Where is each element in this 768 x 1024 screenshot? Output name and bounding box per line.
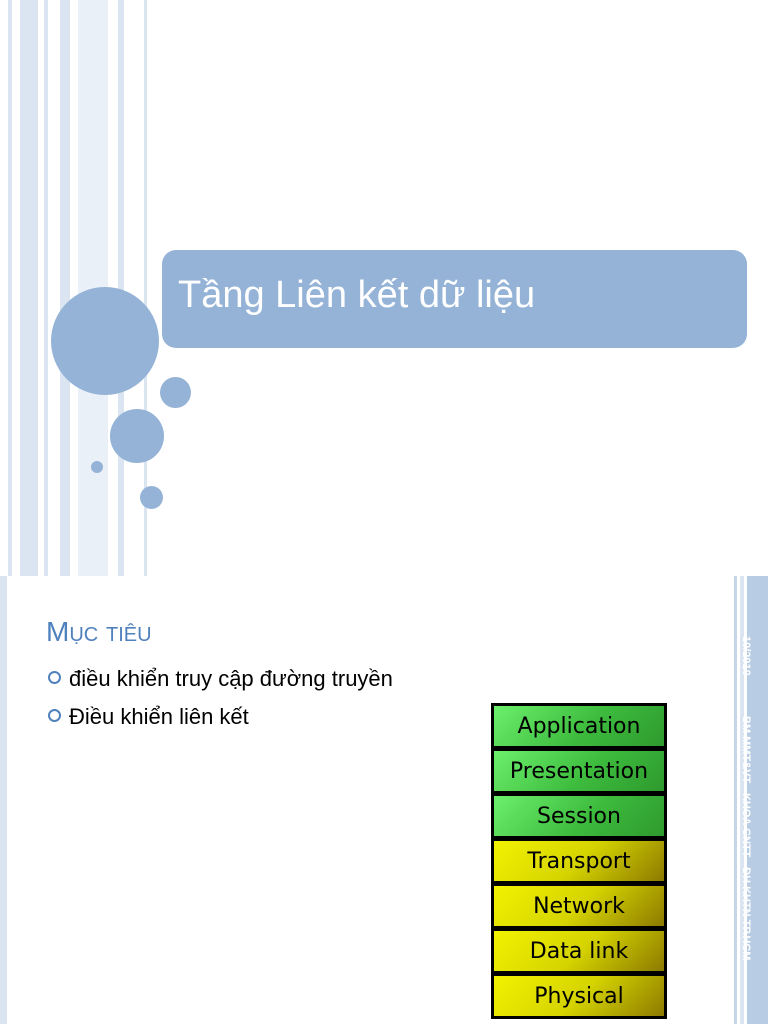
decor-stripe — [734, 576, 737, 1024]
bullet-text: Điều khiển liên kết — [69, 704, 249, 730]
decor-stripe — [44, 0, 48, 576]
decor-circle — [51, 287, 159, 395]
decor-circle — [110, 409, 164, 463]
osi-layer-stack — [491, 703, 667, 1019]
footer-date: 10/2010 — [740, 636, 752, 676]
slide-heading: Mục tiêu — [46, 616, 152, 647]
decor-stripe — [0, 576, 7, 1024]
bullet-item — [48, 703, 249, 730]
bullet-ring-icon — [48, 709, 61, 722]
decor-stripe — [8, 0, 12, 576]
slide-title: Tầng Liên kết dữ liệu — [178, 274, 536, 316]
bullet-ring-icon — [48, 671, 61, 684]
bullet-text: điều khiển truy cập đường truyền — [69, 666, 393, 692]
footer-org: BM MMT&VT - KHOA CNTT - ĐH KHTN TP.HCM — [740, 716, 752, 961]
decor-circle — [160, 377, 191, 408]
decor-stripe — [20, 0, 38, 576]
osi-layer-presentation: Presentation — [494, 751, 664, 791]
bullet-item — [48, 665, 393, 692]
vertical-footer — [740, 636, 768, 1016]
osi-layer-application: Application — [494, 706, 664, 746]
osi-layer-transport: Transport — [494, 841, 664, 881]
decor-circle — [91, 461, 103, 473]
content-slide — [0, 576, 768, 1024]
decor-stripe — [60, 0, 70, 576]
title-banner — [162, 250, 747, 348]
osi-layer-network: Network — [494, 886, 664, 926]
decor-circle — [140, 486, 163, 509]
osi-layer-physical: Physical — [494, 976, 664, 1016]
osi-layer-data-link: Data link — [494, 931, 664, 971]
osi-layer-session: Session — [494, 796, 664, 836]
